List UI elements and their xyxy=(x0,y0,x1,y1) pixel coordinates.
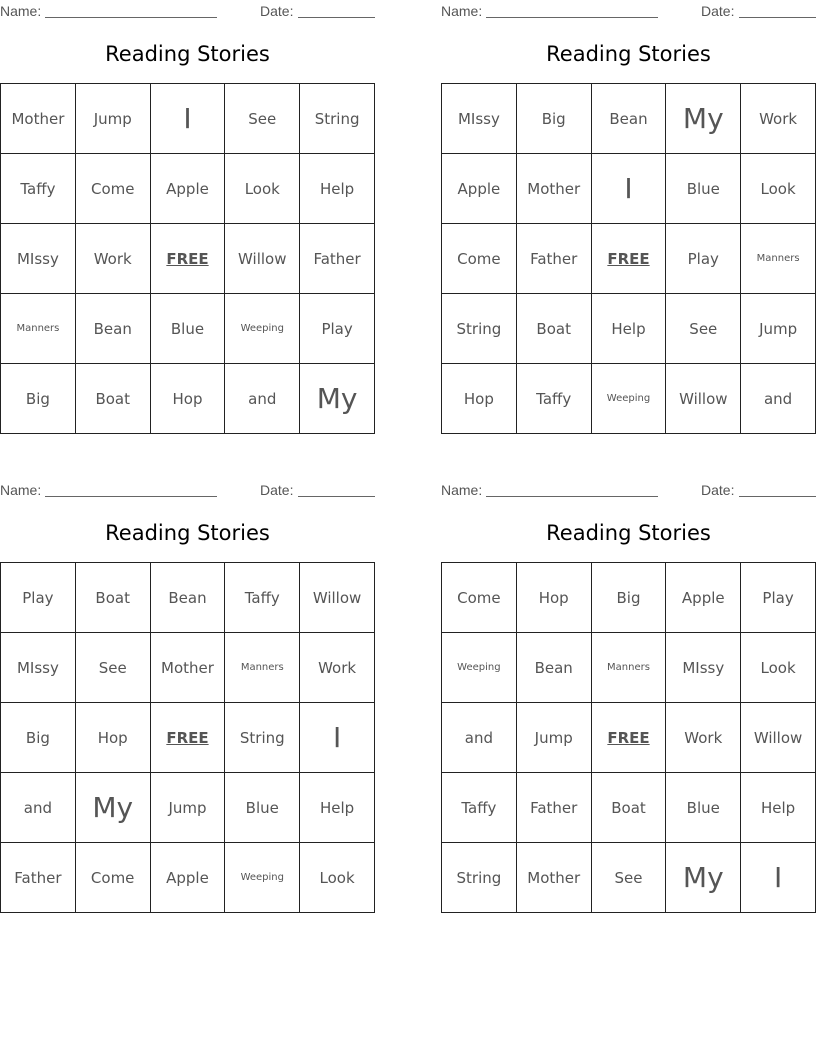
bingo-cell[interactable]: Taffy xyxy=(1,154,76,224)
name-date-bar xyxy=(0,482,375,498)
name-date-bar xyxy=(0,3,375,19)
bingo-cell[interactable]: Jump xyxy=(516,703,591,773)
bingo-cell[interactable]: Play xyxy=(741,563,816,633)
grid-row xyxy=(442,154,816,224)
bingo-cell[interactable]: Bean xyxy=(75,294,150,364)
bingo-cell[interactable]: Bean xyxy=(516,633,591,703)
bingo-cell[interactable]: Big xyxy=(591,563,666,633)
name-label: Name: xyxy=(441,482,483,498)
bingo-cell[interactable]: Blue xyxy=(666,154,741,224)
bingo-cell[interactable]: Apple xyxy=(442,154,517,224)
grid-row xyxy=(1,84,375,154)
bingo-cell[interactable]: See xyxy=(225,84,300,154)
free-space[interactable]: FREE xyxy=(591,224,666,294)
bingo-cell[interactable]: Willow xyxy=(225,224,300,294)
bingo-grid xyxy=(441,83,816,434)
bingo-cell[interactable]: Help xyxy=(591,294,666,364)
name-date-bar xyxy=(441,3,816,19)
card-title: Reading Stories xyxy=(105,521,270,545)
bingo-cell[interactable]: Play xyxy=(300,294,375,364)
bingo-cell[interactable]: Play xyxy=(666,224,741,294)
bingo-cell[interactable]: String xyxy=(225,703,300,773)
bingo-cell[interactable]: Blue xyxy=(225,773,300,843)
bingo-cell[interactable]: Mother xyxy=(516,843,591,913)
bingo-cell[interactable]: String xyxy=(442,294,517,364)
bingo-cell[interactable]: Willow xyxy=(666,364,741,434)
bingo-cell[interactable]: Apple xyxy=(150,843,225,913)
grid-row xyxy=(1,633,375,703)
name-field[interactable] xyxy=(486,17,658,18)
bingo-cell[interactable]: MIssy xyxy=(1,633,76,703)
grid-row xyxy=(1,364,375,434)
date-label: Date: xyxy=(701,3,735,19)
bingo-cell[interactable]: Boat xyxy=(516,294,591,364)
bingo-cell[interactable]: Blue xyxy=(666,773,741,843)
bingo-cell[interactable]: Look xyxy=(741,154,816,224)
grid-row xyxy=(1,563,375,633)
bingo-cell[interactable]: Come xyxy=(75,154,150,224)
bingo-cell[interactable]: Manners xyxy=(591,633,666,703)
bingo-cell[interactable]: My xyxy=(300,364,375,434)
bingo-grid xyxy=(441,562,816,913)
bingo-cell[interactable]: Look xyxy=(300,843,375,913)
bingo-cell[interactable]: Weeping xyxy=(225,294,300,364)
card-title: Reading Stories xyxy=(546,42,711,66)
bingo-cell[interactable]: MIssy xyxy=(442,84,517,154)
bingo-cell[interactable]: Work xyxy=(666,703,741,773)
bingo-cell[interactable]: Father xyxy=(516,224,591,294)
bingo-cell[interactable]: MIssy xyxy=(666,633,741,703)
grid-row xyxy=(1,224,375,294)
bingo-cell[interactable]: See xyxy=(666,294,741,364)
bingo-cell[interactable]: Help xyxy=(300,154,375,224)
bingo-cell[interactable]: Weeping xyxy=(225,843,300,913)
grid-row xyxy=(1,154,375,224)
free-space[interactable]: FREE xyxy=(591,703,666,773)
bingo-cell[interactable]: See xyxy=(75,633,150,703)
bingo-cell[interactable]: Work xyxy=(75,224,150,294)
bingo-cell[interactable]: Mother xyxy=(516,154,591,224)
bingo-cell[interactable]: Big xyxy=(1,703,76,773)
bingo-cell[interactable]: I xyxy=(591,154,666,224)
bingo-cell[interactable]: Help xyxy=(741,773,816,843)
grid-row xyxy=(442,773,816,843)
grid-row xyxy=(442,703,816,773)
bingo-cell[interactable]: Hop xyxy=(150,364,225,434)
grid-row xyxy=(442,633,816,703)
bingo-cell[interactable]: Come xyxy=(442,563,517,633)
date-field[interactable] xyxy=(739,17,816,18)
name-field[interactable] xyxy=(45,17,217,18)
grid-row xyxy=(1,703,375,773)
bingo-cell[interactable]: My xyxy=(75,773,150,843)
grid-row xyxy=(1,294,375,364)
bingo-cell[interactable]: String xyxy=(300,84,375,154)
bingo-cell[interactable]: My xyxy=(666,843,741,913)
bingo-cell[interactable]: Weeping xyxy=(442,633,517,703)
bingo-cell[interactable]: See xyxy=(591,843,666,913)
bingo-cell[interactable]: Boat xyxy=(75,364,150,434)
bingo-cell[interactable]: Work xyxy=(300,633,375,703)
bingo-card-4 xyxy=(441,479,816,911)
date-field[interactable] xyxy=(298,496,375,497)
bingo-cell[interactable]: Come xyxy=(75,843,150,913)
bingo-card-3 xyxy=(0,479,375,911)
bingo-cell[interactable]: Manners xyxy=(741,224,816,294)
bingo-cell[interactable]: Boat xyxy=(591,773,666,843)
bingo-cell[interactable]: and xyxy=(1,773,76,843)
bingo-cell[interactable]: Bean xyxy=(591,84,666,154)
free-space[interactable]: FREE xyxy=(150,224,225,294)
bingo-grid xyxy=(0,562,375,913)
bingo-cell[interactable]: I xyxy=(150,84,225,154)
bingo-cell[interactable]: Weeping xyxy=(591,364,666,434)
bingo-cell[interactable]: Help xyxy=(300,773,375,843)
bingo-cell[interactable]: Hop xyxy=(442,364,517,434)
grid-row xyxy=(442,294,816,364)
bingo-cell[interactable]: Jump xyxy=(741,294,816,364)
bingo-cell[interactable]: and xyxy=(225,364,300,434)
grid-row xyxy=(1,773,375,843)
grid-row xyxy=(442,84,816,154)
card-title: Reading Stories xyxy=(105,42,270,66)
grid-row xyxy=(442,563,816,633)
bingo-cell[interactable]: Father xyxy=(300,224,375,294)
grid-row xyxy=(442,364,816,434)
name-label: Name: xyxy=(441,3,483,19)
bingo-cell[interactable]: Hop xyxy=(516,563,591,633)
bingo-cell[interactable]: and xyxy=(442,703,517,773)
name-label: Name: xyxy=(0,3,42,19)
free-space[interactable]: FREE xyxy=(150,703,225,773)
grid-row xyxy=(442,843,816,913)
date-label: Date: xyxy=(701,482,735,498)
bingo-cell[interactable]: Mother xyxy=(1,84,76,154)
name-label: Name: xyxy=(0,482,42,498)
bingo-cell[interactable]: Taffy xyxy=(225,563,300,633)
name-field[interactable] xyxy=(486,496,658,497)
bingo-cell[interactable]: Jump xyxy=(75,84,150,154)
bingo-cell[interactable]: I xyxy=(300,703,375,773)
bingo-cell[interactable]: Taffy xyxy=(516,364,591,434)
date-label: Date: xyxy=(260,482,294,498)
bingo-cell[interactable]: Father xyxy=(516,773,591,843)
bingo-cell[interactable]: Apple xyxy=(150,154,225,224)
bingo-cell[interactable]: Willow xyxy=(300,563,375,633)
bingo-cell[interactable]: Bean xyxy=(150,563,225,633)
date-label: Date: xyxy=(260,3,294,19)
bingo-cell[interactable]: Big xyxy=(1,364,76,434)
bingo-cell[interactable]: Boat xyxy=(75,563,150,633)
bingo-grid xyxy=(0,83,375,434)
grid-row xyxy=(1,843,375,913)
bingo-cell[interactable]: MIssy xyxy=(1,224,76,294)
grid-row xyxy=(442,224,816,294)
bingo-cell[interactable]: Mother xyxy=(150,633,225,703)
bingo-cell[interactable]: Come xyxy=(442,224,517,294)
bingo-cell[interactable]: String xyxy=(442,843,517,913)
bingo-cell[interactable]: I xyxy=(741,843,816,913)
bingo-cell[interactable]: Willow xyxy=(741,703,816,773)
bingo-cell[interactable]: Hop xyxy=(75,703,150,773)
bingo-cell[interactable]: Blue xyxy=(150,294,225,364)
bingo-cell[interactable]: Big xyxy=(516,84,591,154)
name-date-bar xyxy=(441,482,816,498)
bingo-cell[interactable]: Work xyxy=(741,84,816,154)
bingo-cell[interactable]: Manners xyxy=(1,294,76,364)
bingo-cell[interactable]: Play xyxy=(1,563,76,633)
bingo-cell[interactable]: Father xyxy=(1,843,76,913)
bingo-cell[interactable]: Look xyxy=(225,154,300,224)
bingo-cell[interactable]: Apple xyxy=(666,563,741,633)
date-field[interactable] xyxy=(298,17,375,18)
bingo-cell[interactable]: Look xyxy=(741,633,816,703)
bingo-card-1 xyxy=(0,0,375,432)
card-title: Reading Stories xyxy=(546,521,711,545)
bingo-cell[interactable]: Taffy xyxy=(442,773,517,843)
bingo-cell[interactable]: Manners xyxy=(225,633,300,703)
bingo-cell[interactable]: and xyxy=(741,364,816,434)
bingo-card-2 xyxy=(441,0,816,432)
bingo-cell[interactable]: Jump xyxy=(150,773,225,843)
bingo-cell[interactable]: My xyxy=(666,84,741,154)
name-field[interactable] xyxy=(45,496,217,497)
date-field[interactable] xyxy=(739,496,816,497)
